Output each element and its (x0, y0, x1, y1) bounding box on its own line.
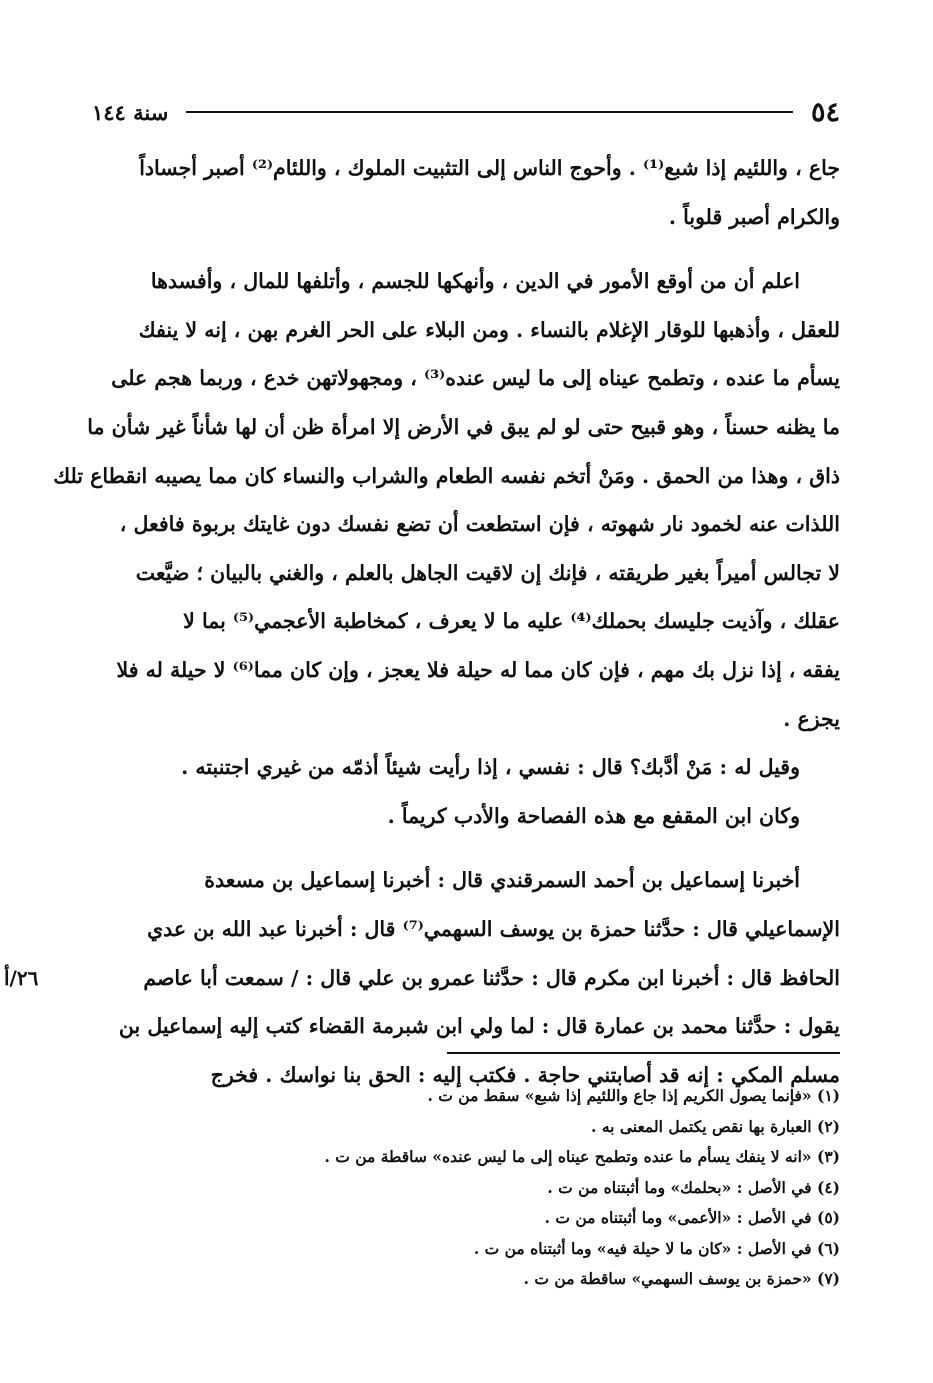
paragraph (92, 144, 840, 241)
text-line: اللذات عنه لخمود نار شهوته ، فإن استطعت أن تضع نفسك دون غايتك بربوة فافعل ، (119, 512, 840, 537)
text-line: الحافظ قال : أخبرنا ابن مكرم قال : حدَّثنا عمرو بن علي قال : / سمعت أبا عاصم ٢٦/أ (92, 954, 840, 1003)
text-line: يجزع . (783, 706, 840, 731)
text-line: يقول : حدَّثنا محمد بن عمارة قال : لما ولي ابن شبرمة القضاء كتب إليه إسماعيل بن (118, 1014, 840, 1039)
text-line: أخبرنا إسماعيل بن أحمد السمرقندي قال : أخبرنا إسماعيل بن مسعدة (204, 868, 800, 893)
text-line: يسأم ما عنده ، وتطمح عيناه إلى ما ليس عنده⁽³⁾ ، ومجهولاتهن خدع ، وربما هجم على (111, 366, 840, 391)
text-line: وكان ابن المقفع مع هذه الفصاحة والأدب كريماً . (387, 803, 800, 828)
text-line: عقلك ، وآذيت جليسك بحملك⁽⁴⁾ عليه ما لا يعرف ، كمخاطبة الأعجمي⁽⁵⁾ بما لا (183, 609, 840, 634)
header-rule (186, 111, 793, 113)
paragraph (53, 257, 840, 743)
footnotes (92, 1081, 840, 1295)
text-line: الإسماعيلي قال : حدَّثنا حمزة بن يوسف السهمي⁽⁷⁾ قال : أخبرنا عبد الله بن عدي (147, 916, 840, 941)
paragraph (92, 792, 840, 841)
text-line: لا تجالس أميراً بغير طريقته ، فإنك إن لاقيت الجاهل بالعلم ، والغني بالبيان ؛ ضيَّعت (135, 560, 840, 585)
text-line: للعقل ، وأذهبها للوقار الإغلام بالنساء . ومن البلاء على الحر الغرم بهن ، إنه لا ينفك (138, 317, 840, 342)
paragraph (92, 743, 840, 792)
page-header (92, 92, 840, 132)
main-text (4, 144, 840, 1099)
footnote: (٣) «انه لا ينفك يسأم ما عنده وتطمح عيناه إلى ما ليس عنده» ساقطة من ت . (324, 1147, 840, 1166)
text-line: اعلم أن من أوقع الأمور في الدين ، وأنهكها للجسم ، وأتلفها للمال ، وأفسدها (150, 269, 800, 294)
text-line: يفقه ، إذا نزل بك مهم ، فإن كان مما له حيلة فلا يعجز ، وإن كان مما⁽⁶⁾ لا حيلة له فلا (116, 657, 840, 682)
footnote: (٢) العبارة بها نقص يكتمل المعنى به . (591, 1116, 840, 1136)
text-line: وقيل له : مَنْ أدَّبك؟ قال : نفسي ، إذا رأيت شيئاً أذمّه من غيري اجتنبته . (181, 755, 800, 780)
paragraph (4, 856, 840, 1099)
text-line: جاع ، واللئيم إذا شبع⁽¹⁾ . وأحوج الناس إلى التثبيت الملوك ، واللئام⁽²⁾ أصبر أجساداً (139, 156, 840, 180)
page-number: ٥٤ (810, 96, 840, 128)
footnote: (٥) في الأصل : «الأعمى» وما أثبتناه من ت . (544, 1208, 840, 1227)
footnote: (٦) في الأصل : «كان ما لا حيلة فيه» وما أثبتناه من ت . (473, 1238, 840, 1258)
text-line: مسلم المكي : إنه قد أصابتني حاجة . فكتب إليه : الحق بنا نواسك . فخرج (210, 1062, 840, 1087)
footnote: (١) «فإنما يصول الكريم إذا جاع واللئيم إذا شبع» سقط من ت . (427, 1086, 840, 1105)
footnote: (٤) في الأصل : «بحلمك» وما أثبتناه من ت . (547, 1177, 840, 1197)
footnote-divider (447, 1052, 840, 1054)
manuscript-folio-marker: ٢٦/أ (4, 965, 39, 990)
running-head-year: سنة ١٤٤ (92, 99, 169, 125)
text-line: ما يظنه حسناً ، وهو قبيح حتى لو لم يبق في الأرض إلا امرأة ظن أن لها شأناً غير شأن ما (87, 414, 840, 439)
text-line: والكرام أصبر قلوباً . (668, 204, 840, 229)
footnote: (٧) «حمزة بن يوسف السهمي» ساقطة من ت . (523, 1269, 840, 1288)
text-line: ذاق ، وهذا من الحمق . ومَنْ أتخم نفسه الطعام والشراب والنساء كان مما يصيبه انقطاع تلك (53, 463, 840, 488)
